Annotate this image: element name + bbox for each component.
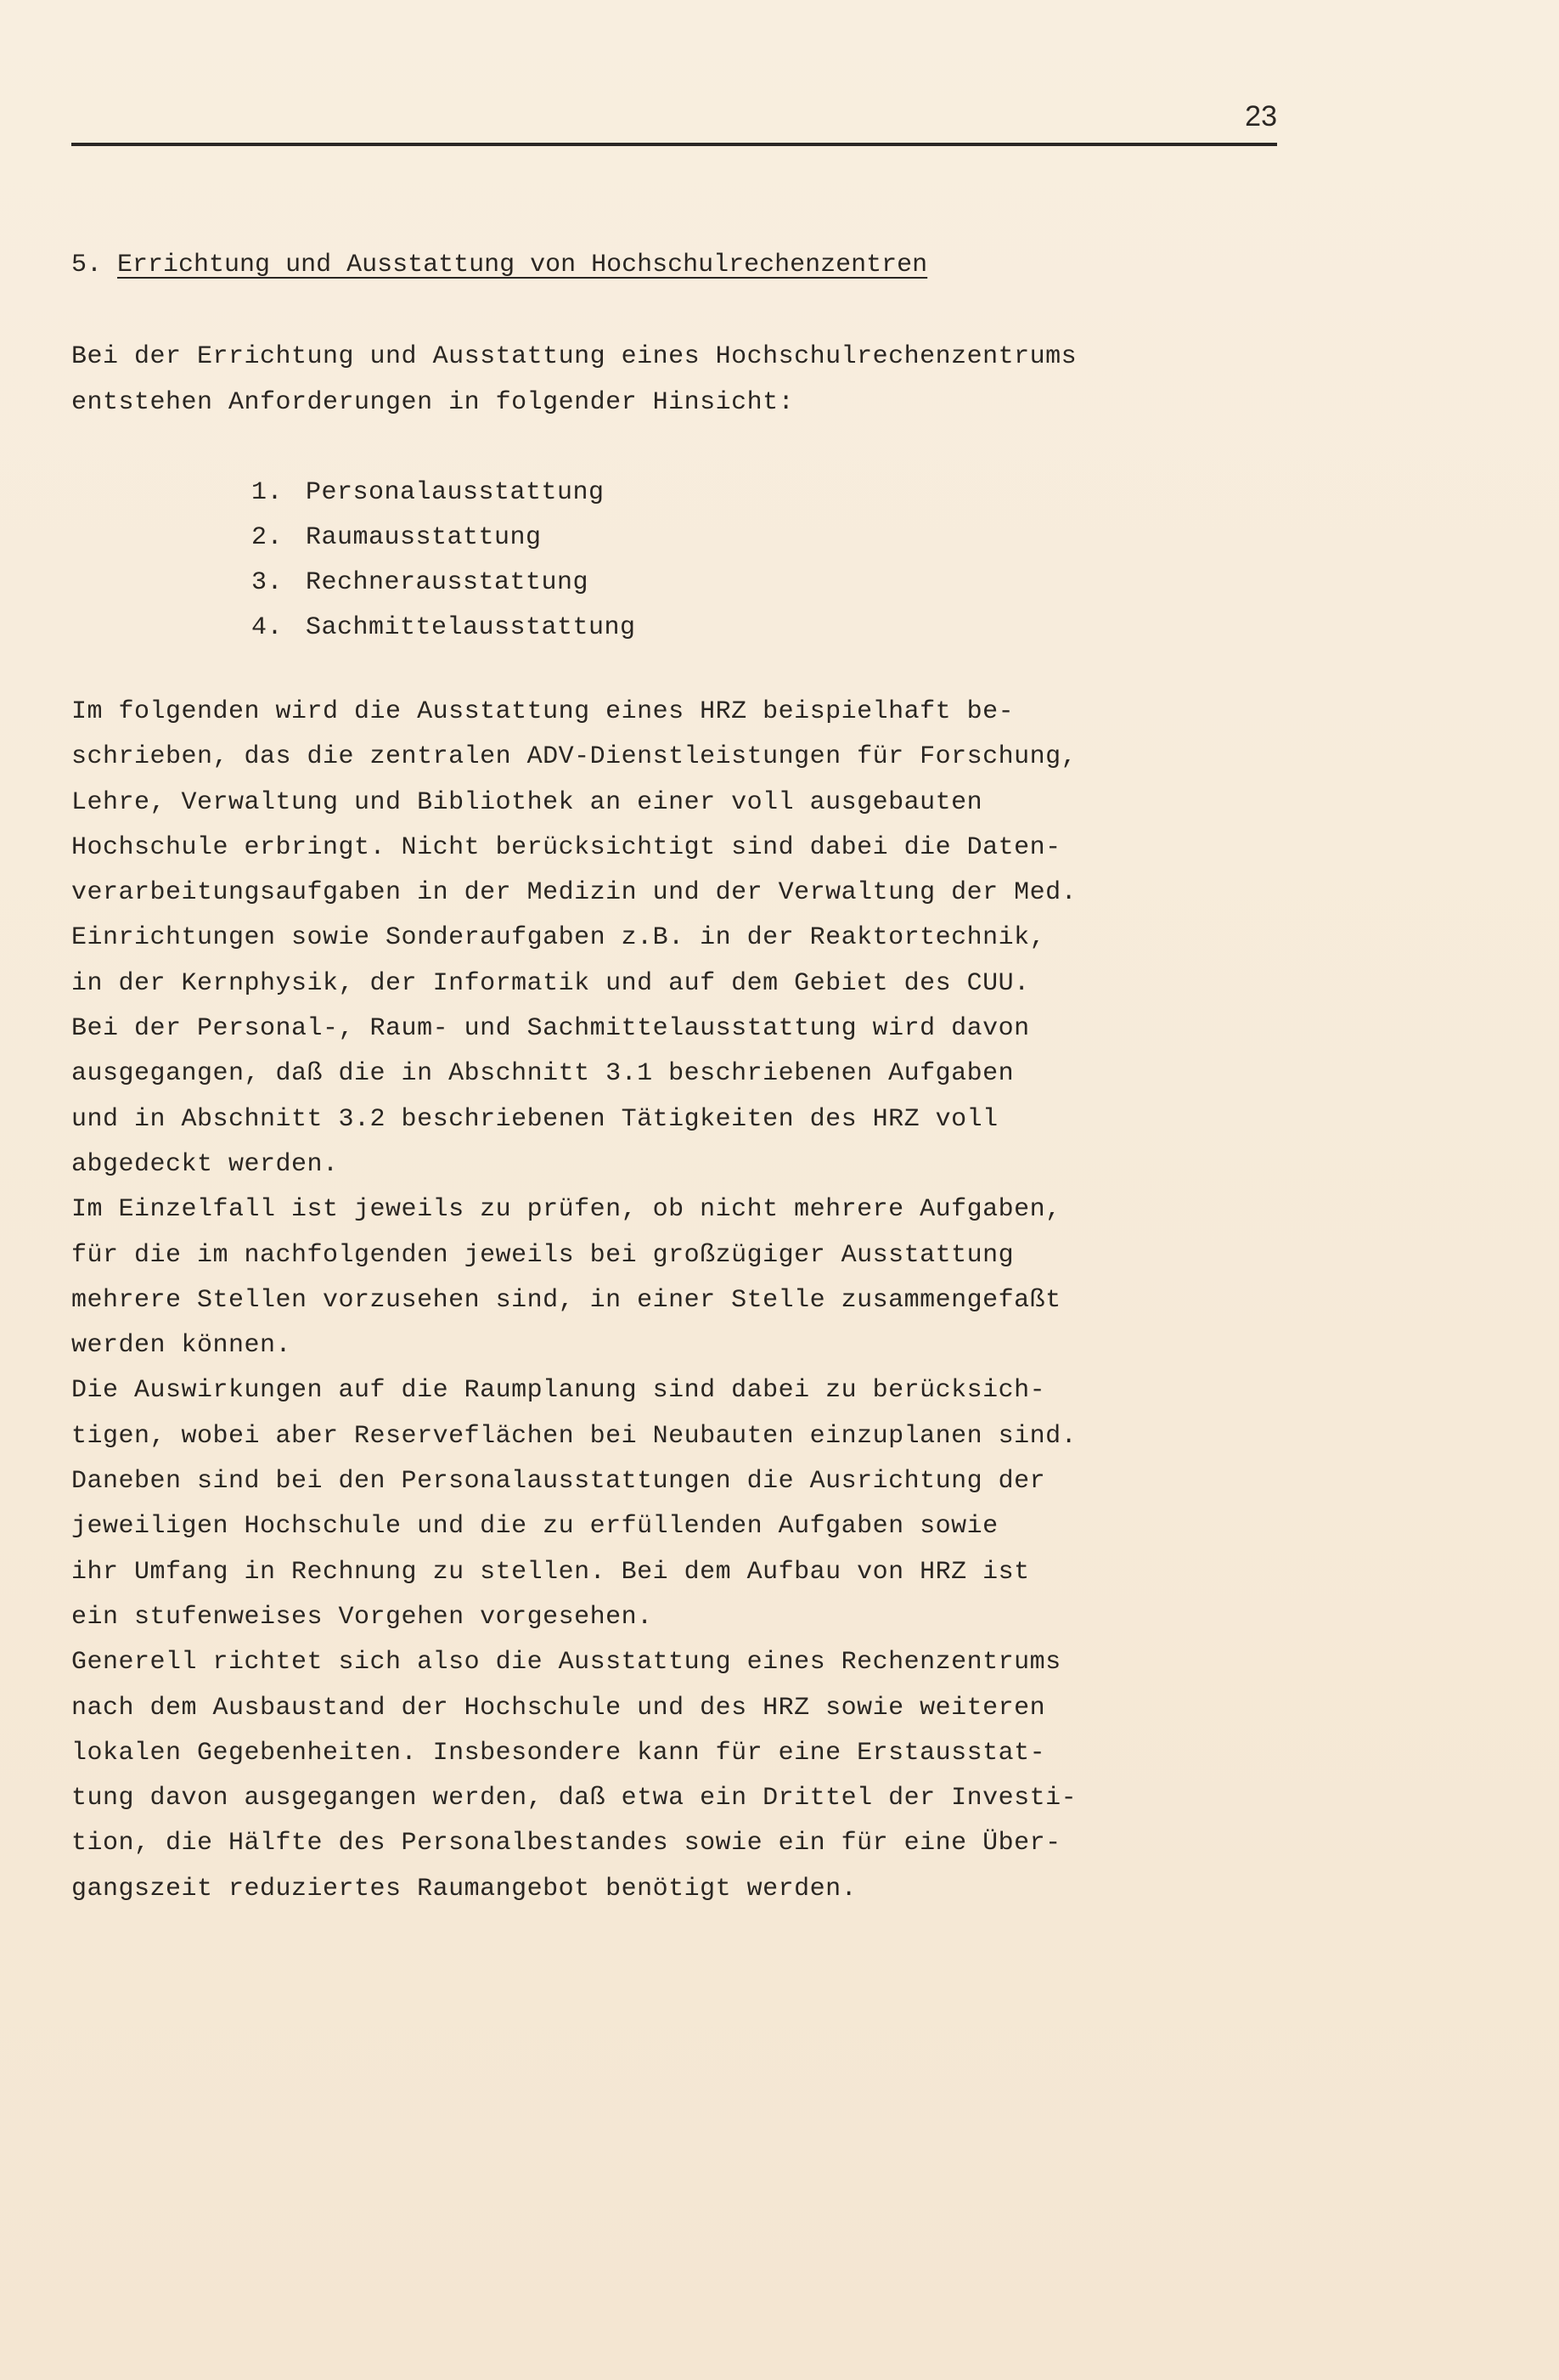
intro-line: entstehen Anforderungen in folgender Hinsicht: xyxy=(71,387,795,417)
body-line: Hochschule erbringt. Nicht berücksichtigt sind dabei die Daten- xyxy=(71,832,1061,862)
body-line: Im Einzelfall ist jeweils zu prüfen, ob nicht mehrere Aufgaben, xyxy=(71,1195,1061,1225)
list-item-label: Sachmittelausstattung xyxy=(306,613,636,642)
list-item xyxy=(251,606,636,651)
body-line: lokalen Gegebenheiten. Insbesondere kann für eine Erstausstat- xyxy=(71,1738,1046,1768)
list-item-label: Raumausstattung xyxy=(306,523,542,552)
section-heading xyxy=(71,248,1260,282)
body-line: Lehre, Verwaltung und Bibliothek an einer voll ausgebauten xyxy=(71,787,983,817)
body-line: mehrere Stellen vorzusehen sind, in einer Stelle zusammengefaßt xyxy=(71,1285,1061,1315)
body-line: jeweiligen Hochschule und die zu erfüllenden Aufgaben sowie xyxy=(71,1512,999,1542)
body-line: verarbeitungsaufgaben in der Medizin und der Verwaltung der Med. xyxy=(71,878,1078,908)
intro-line: Bei der Errichtung und Ausstattung eines Hochschulrechenzentrums xyxy=(71,342,1078,371)
list-item-label: Personalausstattung xyxy=(306,478,605,507)
body-line: nach dem Ausbaustand der Hochschule und des HRZ sowie weiteren xyxy=(71,1693,1046,1723)
body-line: Einrichtungen sowie Sonderaufgaben z.B. in der Reaktortechnik, xyxy=(71,923,1046,953)
list-item xyxy=(251,471,636,516)
requirements-list xyxy=(251,471,636,651)
body-line: werden können. xyxy=(71,1331,292,1361)
body-line: gangszeit reduziertes Raumangebot benötigt werden. xyxy=(71,1874,858,1903)
list-item xyxy=(251,561,636,606)
list-item xyxy=(251,516,636,561)
section-title: Errichtung und Ausstattung von Hochschulrechenzentren xyxy=(117,251,928,279)
list-item-number: 3. xyxy=(251,568,284,597)
body-line: ein stufenweises Vorgehen vorgesehen. xyxy=(71,1602,653,1632)
list-item-number: 4. xyxy=(251,613,284,642)
body-line: schrieben, das die zentralen ADV-Dienstleistungen für Forschung, xyxy=(71,742,1078,772)
body-line: ihr Umfang in Rechnung zu stellen. Bei dem Aufbau von HRZ ist xyxy=(71,1557,1030,1587)
intro-paragraph xyxy=(71,335,1277,426)
body-line: in der Kernphysik, der Informatik und auf dem Gebiet des CUU. xyxy=(71,968,1030,998)
body-line: Im folgenden wird die Ausstattung eines HRZ beispielhaft be- xyxy=(71,697,1015,726)
body-line: Generell richtet sich also die Ausstattung eines Rechenzentrums xyxy=(71,1648,1061,1678)
section-number: 5. xyxy=(71,251,103,279)
body-line: tung davon ausgegangen werden, daß etwa ein Drittel der Investi- xyxy=(71,1784,1078,1813)
body-paragraph xyxy=(71,690,1277,1912)
list-item-number: 1. xyxy=(251,478,284,507)
body-line: und in Abschnitt 3.2 beschriebenen Tätigkeiten des HRZ voll xyxy=(71,1104,999,1134)
body-line: Die Auswirkungen auf die Raumplanung sind dabei zu berücksich- xyxy=(71,1376,1046,1406)
body-line: tion, die Hälfte des Personalbestandes sowie ein für eine Über- xyxy=(71,1829,1061,1858)
body-line: ausgegangen, daß die in Abschnitt 3.1 beschriebenen Aufgaben xyxy=(71,1059,1015,1089)
body-line: abgedeckt werden. xyxy=(71,1149,339,1179)
header-rule xyxy=(71,143,1277,146)
body-line: Daneben sind bei den Personalausstattungen die Ausrichtung der xyxy=(71,1467,1046,1497)
page-number: 23 xyxy=(1245,100,1277,133)
body-line: für die im nachfolgenden jeweils bei großzügiger Ausstattung xyxy=(71,1240,1015,1270)
body-line: tigen, wobei aber Reserveflächen bei Neubauten einzuplanen sind. xyxy=(71,1421,1078,1451)
body-line: Bei der Personal-, Raum- und Sachmittelausstattung wird davon xyxy=(71,1014,1030,1044)
list-item-label: Rechnerausstattung xyxy=(306,568,589,597)
list-item-number: 2. xyxy=(251,523,284,552)
